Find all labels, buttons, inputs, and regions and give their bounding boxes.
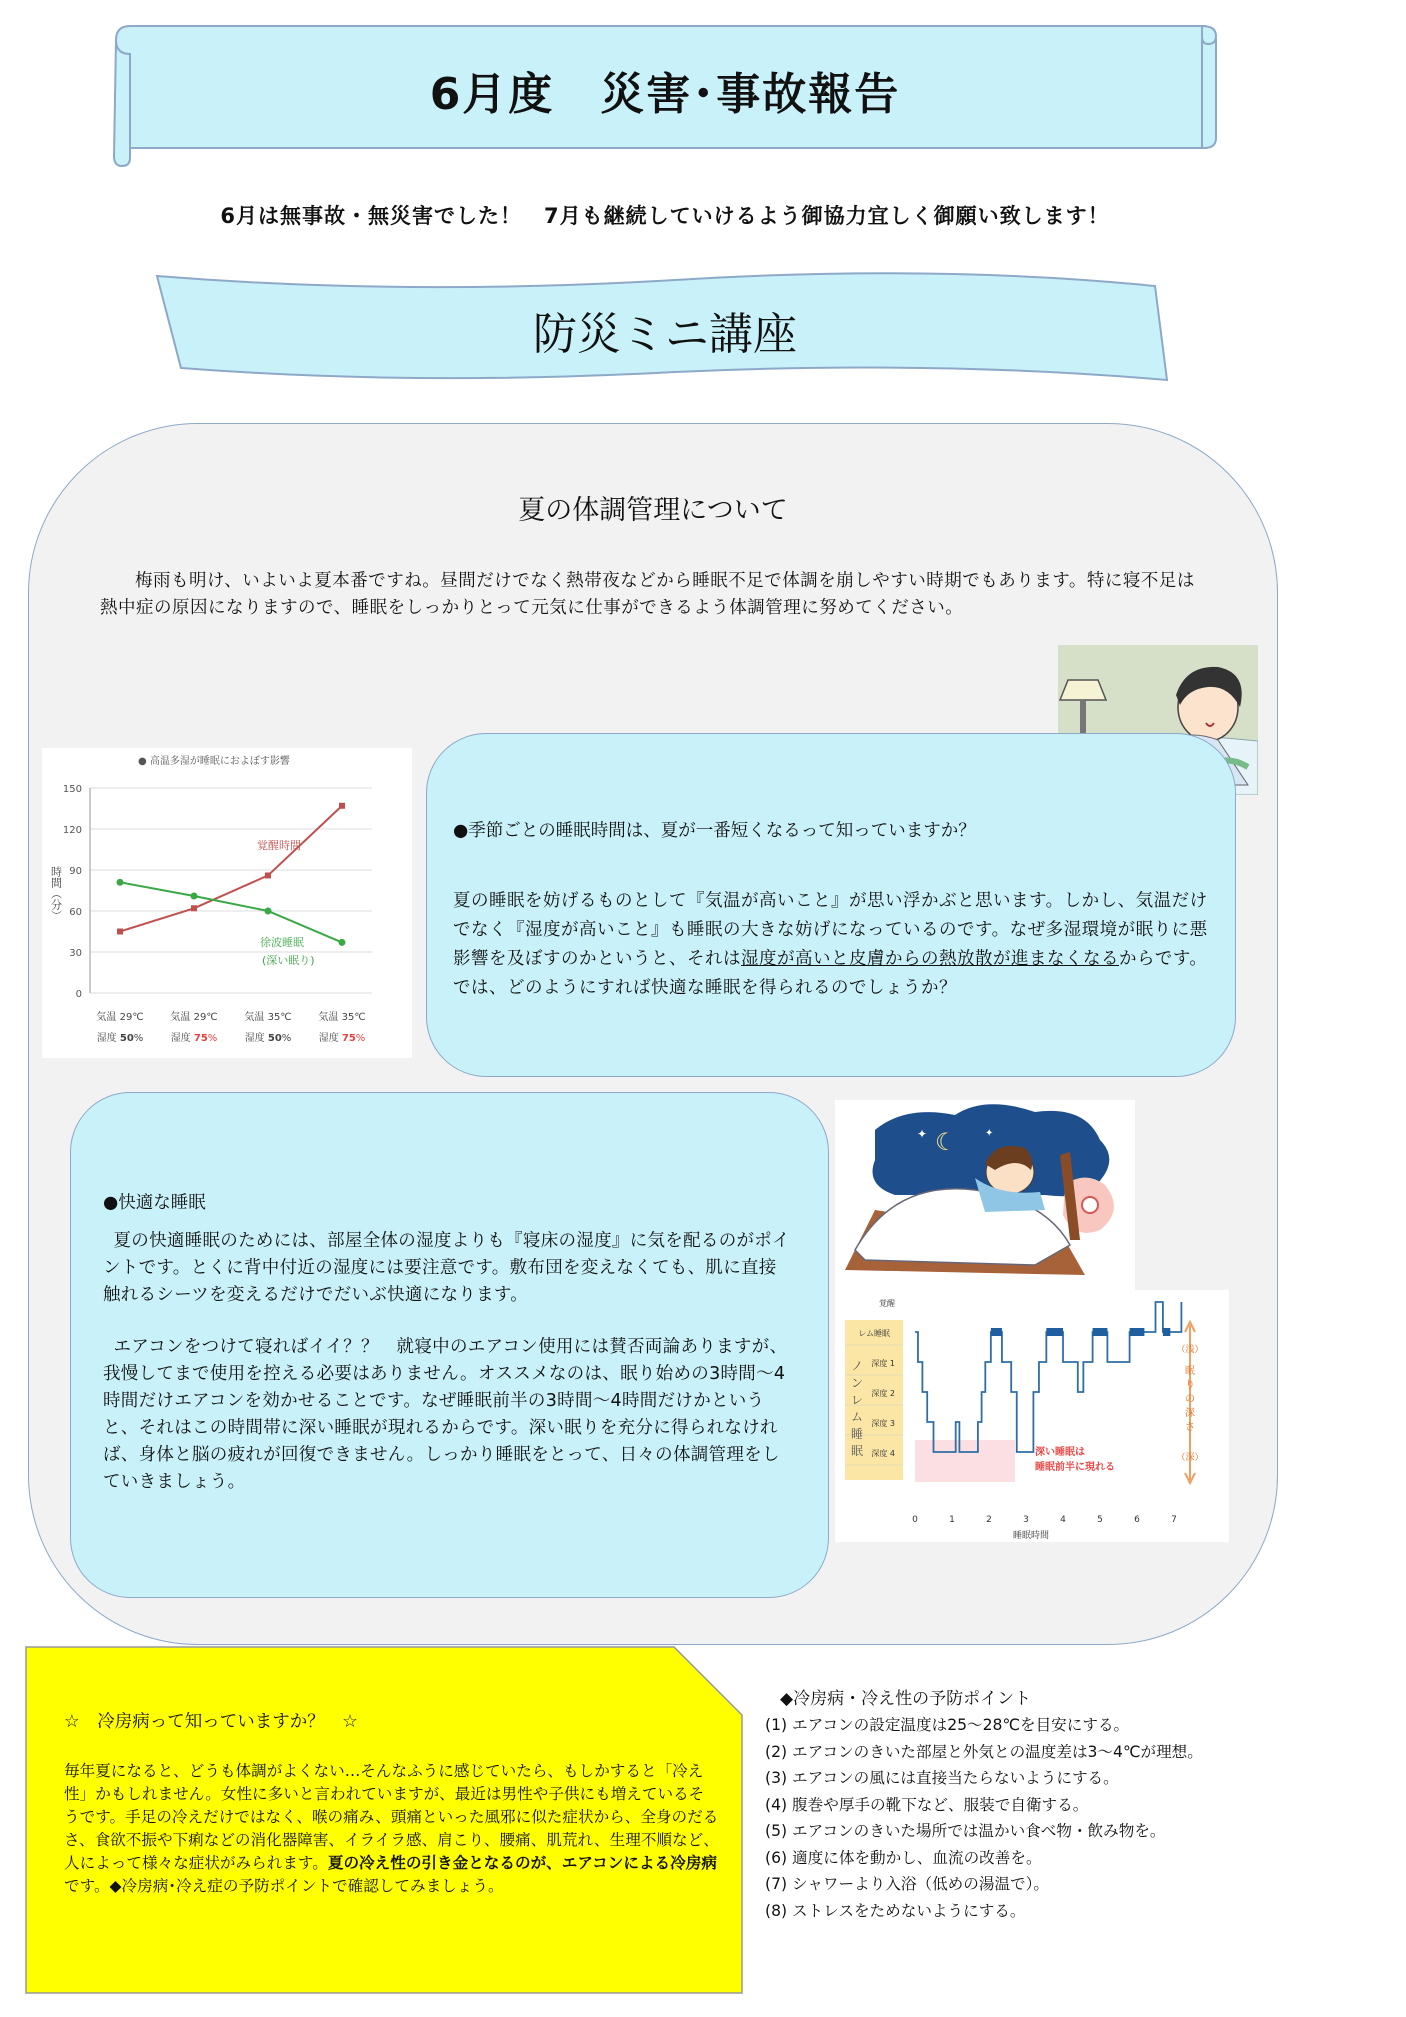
page-title: 6月度 災害･事故報告	[429, 69, 901, 120]
comfort-paragraph-2: エアコンをつけて寝ればイイ？？ 就寝中のエアコン使用には賛否両論ありますが、我慢してまで使用を控える必要はありません。オススメなのは、眠り始めの3時間〜4時間だけエアコンを効かせることです。なぜ睡眠前半の3時間〜4時間だけかというと、それはこの時間帯に深い睡眠が現れるからです。深い眠りを充分に得られなければ、身体と脳の疲れが回復できません。しっかり睡眠をとって、日々の体調管理をしていきましょう。	[103, 1337, 788, 1492]
prevention-item: (5) エアコンのきいた場所では温かい食べ物・飲み物を。	[765, 1822, 1166, 1840]
nonrem-char: ン	[850, 1376, 864, 1390]
chart-y-tick: 30	[69, 948, 82, 959]
chart-y-label: 時間（分）	[49, 866, 63, 921]
prevention-item: (6) 適度に体を動かし、血流の改善を。	[765, 1848, 1042, 1867]
sleep-x-tick: 3	[1023, 1515, 1029, 1525]
sleep-x-label: 睡眠時間	[1012, 1531, 1050, 1541]
sleep-x-ticks	[912, 1515, 1177, 1525]
season-question: ●季節ごとの睡眠時間は、夏が一番短くなるって知っていますか？	[453, 821, 976, 841]
season-body-underline: 湿度が高いと皮膚からの熱放散が進まなくなる	[741, 949, 1119, 969]
nonrem-char: レ	[850, 1393, 864, 1407]
mini-course-title: 防災ミニ講座	[533, 309, 797, 360]
sleep-x-tick: 2	[986, 1515, 992, 1525]
nonrem-char: ム	[850, 1410, 864, 1424]
prevention-item: (8) ストレスをためないようにする。	[765, 1901, 1026, 1920]
hypnogram-line	[915, 1302, 1181, 1452]
rem-mark	[1046, 1328, 1063, 1336]
season-body-text	[453, 887, 1213, 1003]
summer-intro-text: 梅雨も明け、いよいよ夏本番ですね。昼間だけでなく熱帯夜などから睡眠不足で体調を崩しやすい時期でもあります。特に寝不足は熱中症の原因になりますので、睡眠をしっかりとって元気に仕事ができるよう体調管理に努めてください。	[100, 571, 1195, 618]
rem-mark	[1093, 1328, 1108, 1336]
series-line-0	[120, 806, 342, 932]
prevention-item: (3) エアコンの風には直接当たらないようにする。	[765, 1769, 1119, 1787]
cold-disease-title: ☆ 冷房病って知っていますか？ ☆	[64, 1712, 358, 1732]
sleep-x-tick: 7	[1171, 1515, 1177, 1525]
chart-y-tick: 150	[62, 784, 82, 795]
stage-label: 深度 1	[871, 1359, 895, 1368]
chart-x-label: 気温 29℃	[170, 1012, 218, 1023]
sleep-x-tick: 0	[912, 1515, 918, 1525]
series-label-awake: 覚醒時間	[257, 839, 301, 852]
stage-label: 深度 2	[871, 1389, 895, 1398]
chart-humidity-label: 湿度 50%	[96, 1033, 144, 1044]
prevention-list	[765, 1712, 1385, 1924]
depth-char: さ	[1185, 1422, 1195, 1433]
chart-x-label: 気温 35℃	[244, 1012, 292, 1023]
deep-sleep-annotation-1: 深い睡眠は	[1035, 1447, 1085, 1458]
deep-sleep-annotation-2: 睡眠前半に現れる	[1035, 1462, 1115, 1473]
stage-label: 深度 4	[871, 1449, 895, 1458]
cold-disease-body-part1: 毎年夏になると、どうも体調がよくない…そんなふうに感じていたら、もしかすると「冷え性」かもしれません。女性に多いと言われていますが、最近は男性や子供にも増えているそうです。手足の冷えだけではなく、喉の痛み、頭痛といった風邪に似た症状から、全身のだるさ、食欲不振や下痢などの消化器障害、イライラ感、肩こり、腰痛、肌荒れ、生理不順など、人によって様々な症状がみられます。	[64, 1762, 719, 1872]
sleep-x-tick: 4	[1060, 1515, 1066, 1525]
data-point	[265, 872, 271, 878]
series-label-slow-wave-sub: (深い眠り)	[262, 954, 315, 967]
sleep-x-tick: 6	[1134, 1515, 1140, 1525]
rem-marks	[991, 1328, 1170, 1336]
data-point	[191, 905, 197, 911]
data-point	[265, 908, 272, 915]
depth-shallow-label: （浅）	[1176, 1345, 1204, 1355]
chart-y-ticks	[63, 784, 82, 1000]
data-point	[339, 939, 346, 946]
chart-humidity-label: 湿度 75%	[318, 1033, 366, 1044]
prevention-item: (7) シャワーより入浴（低めの湯温で）。	[765, 1875, 1050, 1893]
nonrem-char: 眠	[850, 1444, 864, 1458]
humidity-sleep-chart	[42, 748, 412, 1058]
svg-text:✦: ✦	[917, 1127, 928, 1141]
stage-label: 深度 3	[871, 1419, 895, 1428]
chart-y-tick: 120	[62, 825, 82, 836]
rem-mark	[1130, 1328, 1145, 1336]
nonrem-char: 睡	[850, 1427, 864, 1441]
chart-humidity-label: 湿度 75%	[170, 1033, 218, 1044]
season-body-part2: からです。では、どのようにすれば快適な睡眠を得られるのでしょうか？	[453, 949, 1208, 998]
chart-x-label: 気温 29℃	[96, 1012, 144, 1023]
data-point	[339, 803, 345, 809]
rem-mark	[991, 1328, 1002, 1336]
chart-y-tick: 90	[69, 866, 82, 877]
cold-disease-body-part2: です。◆冷房病･冷え症の予防ポイントで確認してみましょう。	[64, 1877, 504, 1895]
comfort-paragraph-1: 夏の快適睡眠のためには、部屋全体の湿度よりも『寝床の湿度』に気を配るのがポイントです。とくに背中付近の湿度には要注意です。敷布団を変えなくても、肌に直接触れるシーツを変えるだけでだいぶ快適になります。	[103, 1231, 790, 1305]
depth-char: の	[1185, 1394, 1195, 1405]
series-label-slow-wave: 徐波睡眠	[260, 936, 304, 949]
sleep-x-tick: 5	[1097, 1515, 1103, 1525]
stage-label: レム睡眠	[858, 1329, 890, 1338]
svg-text:✦: ✦	[985, 1128, 994, 1139]
chart-title: ● 高温多湿が睡眠におよぼす影響	[138, 756, 290, 767]
depth-char: 眠	[1185, 1366, 1195, 1377]
chart-lines	[117, 803, 346, 946]
stage-label: 覚醒	[879, 1299, 895, 1308]
chart-y-tick: 60	[69, 907, 82, 918]
season-body-part1: 夏の睡眠を妨げるものとして『気温が高いこと』が思い浮かぶと思います。しかし、気温だけでなく『湿度が高いこと』も睡眠の大きな妨げになっているのです。なぜ多湿環境が眠りに悪影響を及ぼすのかというと、それは	[453, 891, 1208, 969]
depth-char: り	[1185, 1380, 1195, 1391]
sleep-x-tick: 1	[949, 1515, 955, 1525]
comfort-heading: ●快適な睡眠	[103, 1193, 206, 1213]
chart-y-tick: 0	[75, 989, 82, 1000]
data-point	[117, 879, 124, 886]
prevention-item: (2) エアコンのきいた部屋と外気との温度差は3〜4℃が理想。	[765, 1742, 1203, 1761]
rem-mark	[1163, 1328, 1170, 1336]
cold-disease-body-bold: 夏の冷え性の引き金となるのが、エアコンによる冷房病	[327, 1854, 717, 1872]
data-point	[191, 892, 198, 899]
cold-disease-body	[64, 1760, 719, 1898]
sleeping-person-illustration	[835, 1100, 1135, 1290]
chart-humidity-label: 湿度 50%	[244, 1033, 292, 1044]
sleep-stage-chart	[835, 1290, 1229, 1542]
svg-text:☾: ☾	[935, 1128, 957, 1156]
prevention-item: (1) エアコンの設定温度は25〜28℃を目安にする。	[765, 1716, 1130, 1734]
chart-grid	[90, 788, 372, 993]
summer-heading: 夏の体調管理について	[518, 495, 788, 526]
depth-char: 深	[1185, 1408, 1195, 1419]
chart-x-label: 気温 35℃	[318, 1012, 366, 1023]
intro-message: 6月は無事故・無災害でした！ 7月も継続していけるよう御協力宜しく御願い致します！	[220, 204, 1110, 228]
chart-x-labels	[96, 1010, 365, 1044]
prevention-heading: ◆冷房病・冷え性の予防ポイント	[780, 1689, 1032, 1709]
nonrem-char: ノ	[850, 1359, 864, 1373]
depth-vertical-label	[1185, 1365, 1195, 1433]
comfort-body-text	[103, 1228, 793, 1521]
data-point	[117, 929, 123, 935]
depth-deep-label: （深）	[1176, 1453, 1204, 1463]
prevention-item: (4) 腹巻や厚手の靴下など、服装で自衛する。	[765, 1795, 1089, 1814]
